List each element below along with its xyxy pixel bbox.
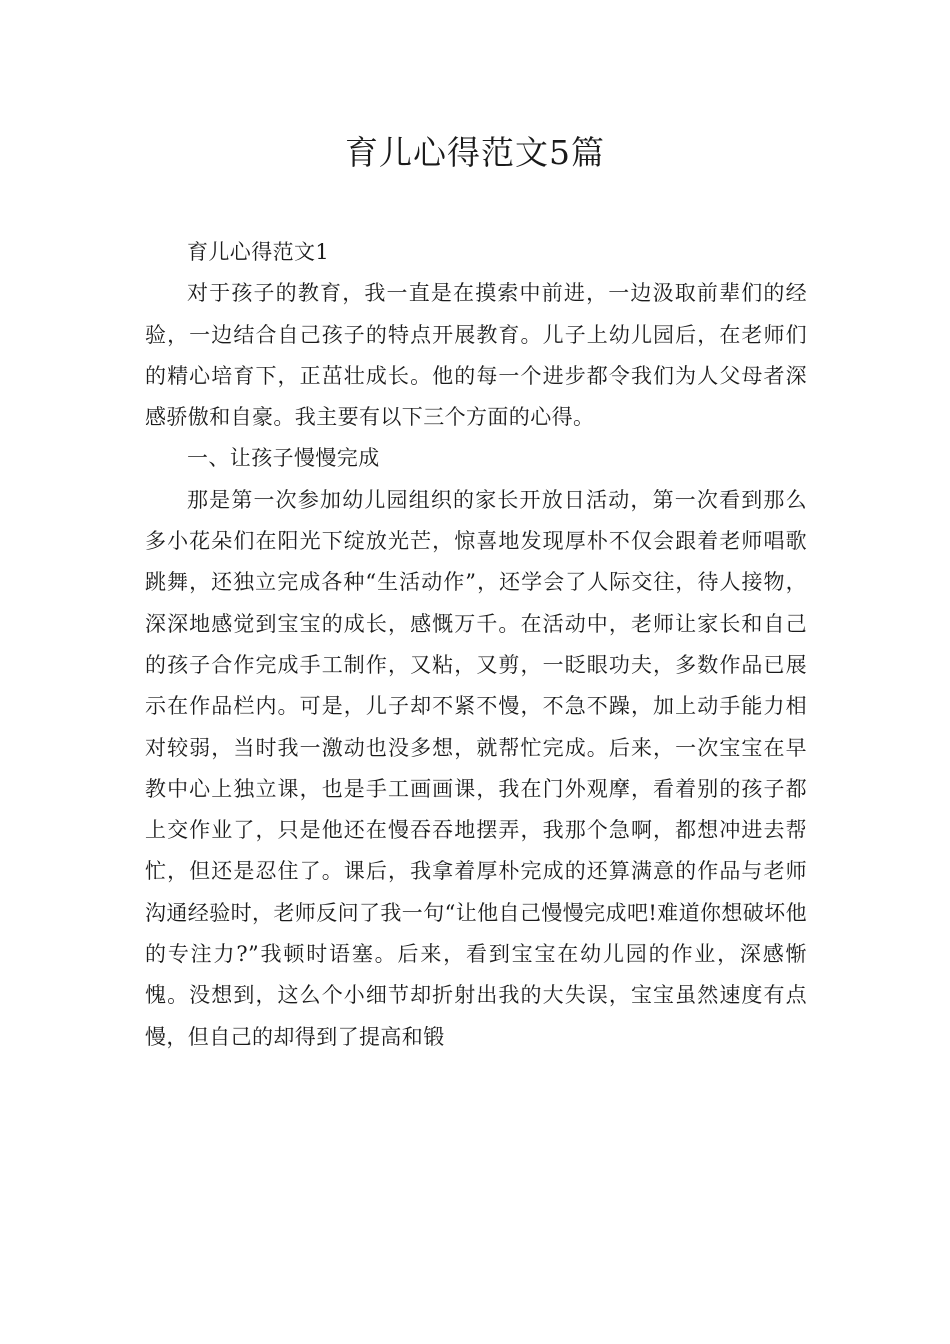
intro-paragraph: 对于孩子的教育，我一直是在摸索中前进，一边汲取前辈们的经验，一边结合自己孩子的特点开展教育。儿子上幼儿园后，在老师们的精心培育下，正茁壮成长。他的每一个进步都令我们为人父母者深感骄傲和自豪。我主要有以下三个方面的心得。	[145, 281, 807, 430]
body-paragraph: 那是第一次参加幼儿园组织的家长开放日活动，第一次看到那么多小花朵们在阳光下绽放光芒，惊喜地发现厚朴不仅会跟着老师唱歌跳舞，还独立完成各种“生活动作”，还学会了人际交往，待人接物，深深地感觉到宝宝的成长，感慨万千。在活动中，老师让家长和自己的孩子合作完成手工制作，又粘，又剪，一眨眼功夫，多数作品已展示在作品栏内。可是，儿子却不紧不慢，不急不躁，加上动手能力相对较弱，当时我一激动也没多想，就帮忙完成。后来，一次宝宝在早教中心上独立课，也是手工画画课，我在门外观摩，看着别的孩子都上交作业了，只是他还在慢吞吞地摆弄，我那个急啊，都想冲进去帮忙，但还是忍住了。课后，我拿着厚朴完成的还算满意的作品与老师沟通经验时，老师反问了我一句“让他自己慢慢完成吧!难道你想破坏他的专注力?”我顿时语塞。后来，看到宝宝在幼儿园的作业，深感惭愧。没想到，这么个小细节却折射出我的大失误，宝宝虽然速度有点慢，但自己的却得到了提高和锻	[145, 487, 807, 1049]
document-title: 育儿心得范文5篇	[345, 133, 605, 172]
document-body	[145, 232, 807, 1058]
section-heading: 一、让孩子慢慢完成	[187, 446, 380, 471]
essay-heading: 育儿心得范文1	[187, 240, 330, 264]
